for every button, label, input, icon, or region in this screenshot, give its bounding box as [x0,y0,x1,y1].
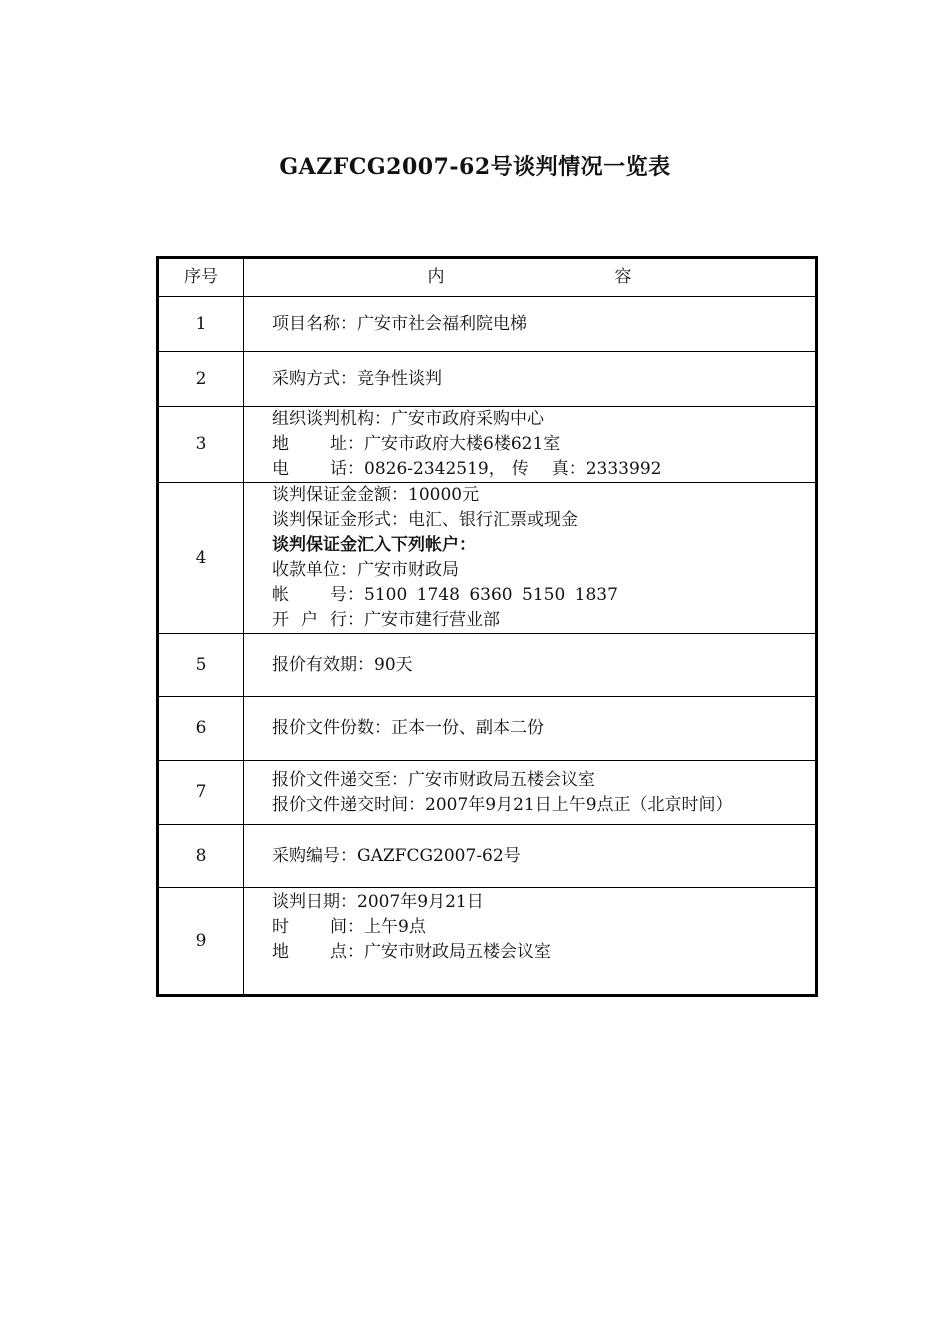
phone-label [272,457,364,482]
org-line: 组织谈判机构：广安市政府采购中心 [272,409,544,429]
table-row [158,697,817,761]
row-no: 1 [158,297,244,352]
table-row [158,352,817,407]
bank-label-part: 户 [301,610,318,630]
account-number-line [272,583,815,608]
row-content [244,761,817,825]
phone-value: 0826-2342519， [364,459,506,479]
header-content-right: 容 [614,267,632,287]
header-no: 序号 [158,258,244,297]
place-label [272,940,364,965]
row-no: 2 [158,352,244,407]
row-no: 9 [158,888,244,996]
deposit-amount-line: 谈判保证金金额：10000元 [272,485,480,505]
address-value: 广安市政府大楼6楼621室 [364,434,561,454]
table-row [158,297,817,352]
account-number-label [272,583,364,608]
time-line [272,915,815,940]
bank-label [272,608,364,633]
time-label [272,915,364,940]
fax-label-part: 传 [511,459,529,479]
content-line: 报价有效期：90天 [272,654,413,675]
time-label-part: 时 [272,917,289,937]
table-row [158,761,817,825]
row-no: 6 [158,697,244,761]
bank-line [272,608,815,633]
content-line: 采购编号：GAZFCG2007-62号 [272,845,521,866]
address-label-part: 址： [330,434,364,454]
account-label-part: 帐 [272,585,289,605]
place-label-part: 点： [330,942,364,962]
row-content [244,352,817,407]
row-no: 5 [158,634,244,697]
row-no: 4 [158,483,244,634]
row-content [244,888,817,996]
address-label [272,432,364,457]
time-value: 上午9点 [364,917,426,937]
table-header-row [158,258,817,297]
row-no: 8 [158,825,244,888]
account-label-part: 号： [330,585,364,605]
info-table [156,256,818,997]
phone-label-part: 话： [330,459,364,479]
deposit-form-line: 谈判保证金形式：电汇、银行汇票或现金 [272,510,578,530]
row-content [244,825,817,888]
table-row [158,483,817,634]
table-row [158,634,817,697]
row-content [244,634,817,697]
content-line: 采购方式：竞争性谈判 [272,368,442,389]
bank-value: 广安市建行营业部 [364,610,500,630]
address-line [272,432,815,457]
fax-value: 2333992 [585,459,662,479]
payee-line: 收款单位：广安市财政局 [272,560,459,580]
row-no: 3 [158,407,244,483]
phone-fax-line [272,457,815,482]
fax-label [512,457,586,482]
table-row [158,825,817,888]
address-label-part: 地 [272,434,289,454]
header-content [244,258,817,297]
row-content [244,697,817,761]
row-content [244,297,817,352]
date-line: 谈判日期：2007年9月21日 [272,892,484,912]
content-line: 报价文件递交至：广安市财政局五楼会议室 [272,769,595,790]
bank-label-part: 开 [272,610,289,630]
content-line: 报价文件递交时间：2007年9月21日上午9点正（北京时间） [272,794,733,815]
table-row [158,888,817,996]
place-value: 广安市财政局五楼会议室 [364,942,551,962]
row-content [244,483,817,634]
content-line: 项目名称：广安市社会福利院电梯 [272,313,527,334]
account-number-value: 5100 1748 6360 5150 1837 [364,585,618,605]
place-label-part: 地 [272,942,289,962]
phone-label-part: 电 [272,459,289,479]
account-heading: 谈判保证金汇入下列帐户： [272,535,476,555]
table-row [158,407,817,483]
time-label-part: 间： [330,917,364,937]
place-line [272,940,815,965]
content-line: 报价文件份数：正本一份、副本二份 [272,718,544,738]
header-content-left: 内 [427,267,445,287]
row-content [244,407,817,483]
fax-label-part: 真： [551,459,586,479]
page-title: GAZFCG2007-62号谈判情况一览表 [279,154,671,180]
row-no: 7 [158,761,244,825]
bank-label-part: 行： [330,610,364,630]
